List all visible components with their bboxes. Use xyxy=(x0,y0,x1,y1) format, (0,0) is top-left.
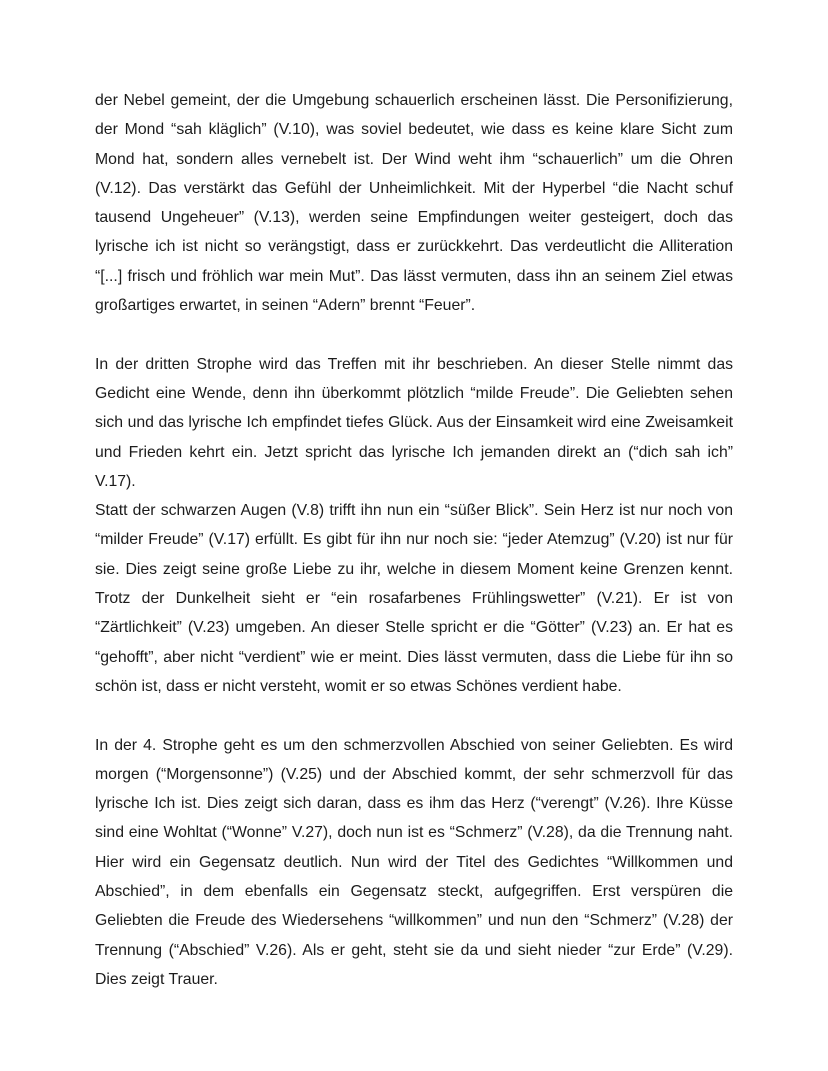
paragraph-vierte-strophe: In der 4. Strophe geht es um den schmerzvollen Abschied von seiner Geliebten. Es wird morgen (“Morgensonne”) (V.25) und der Abschied kommt, der sehr schmerzvoll für das lyrische Ich ist. Dies zeigt sich daran, dass es ihm das Herz (“verengt” (V.26). Ihre Küsse sind eine Wohltat (“Wonne” V.27), doch nun ist es “Schmerz” (V.28), da die Trennung naht. Hier wird ein Gegensatz deutlich. Nun wird der Titel des Gedichtes “Willkommen und Abschied”, in dem ebenfalls ein Gegensatz steckt, aufgegriffen. Erst verspüren die Geliebten die Freude des Wiedersehens “willkommen” und nun den “Schmerz” (V.28) der Trennung (“Abschied” V.26). Als er geht, steht sie da und sieht nieder “zur Erde” (V.29). Dies zeigt Trauer. xyxy=(95,736,733,988)
paragraph-nebel: der Nebel gemeint, der die Umgebung schauerlich erscheinen lässt. Die Personifizierung, der Mond “sah kläglich” (V.10), was soviel bedeutet, wie dass es keine klare Sicht zum Mond hat, sondern alles vernebelt ist. Der Wind weht ihm “schauerlich” um die Ohren (V.12). Das verstärkt das Gefühl der Unheimlichkeit. Mit der Hyperbel “die Nacht schuf tausend Ungeheuer” (V.13), werden seine Empfindungen weiter gesteigert, doch das lyrische ich ist nicht so verängstigt, dass er zurückkehrt. Das verdeutlicht die Alliteration “[...] frisch und fröhlich war mein Mut”. Das lässt vermuten, dass ihn an seinem Ziel etwas großartiges erwartet, in seinen “Adern” brennt “Feuer”. xyxy=(95,92,733,315)
document-page xyxy=(95,86,733,994)
paragraph-spacer xyxy=(95,320,733,349)
paragraph-suesser-blick: Statt der schwarzen Augen (V.8) trifft ihn nun ein “süßer Blick”. Sein Herz ist nur noch von “milder Freude” (V.17) erfüllt. Es gibt für ihn nur noch sie: “jeder Atemzug” (V.20) ist nur für sie. Dies zeigt seine große Liebe zu ihr, welche in diesem Moment keine Grenzen kennt. Trotz der Dunkelheit sieht er “ein rosafarbenes Frühlingswetter” (V.21). Er ist von “Zärtlichkeit” (V.23) umgeben. An dieser Stelle spricht er die “Götter” (V.23) an. Er hat es “gehofft”, aber nicht “verdient” wie er meint. Dies lässt vermuten, dass die Liebe für ihn so schön ist, dass er nicht versteht, womit er so etwas Schönes verdient habe. xyxy=(95,502,733,695)
paragraph-spacer xyxy=(95,701,733,730)
paragraph-dritte-strophe: In der dritten Strophe wird das Treffen mit ihr beschrieben. An dieser Stelle nimmt das Gedicht eine Wende, denn ihn überkommt plötzlich “milde Freude”. Die Geliebten sehen sich und das lyrische Ich empfindet tiefes Glück. Aus der Einsamkeit wird eine Zweisamkeit und Frieden kehrt ein. Jetzt spricht das lyrische Ich jemanden direkt an (“dich sah ich” V.17). xyxy=(95,355,733,490)
